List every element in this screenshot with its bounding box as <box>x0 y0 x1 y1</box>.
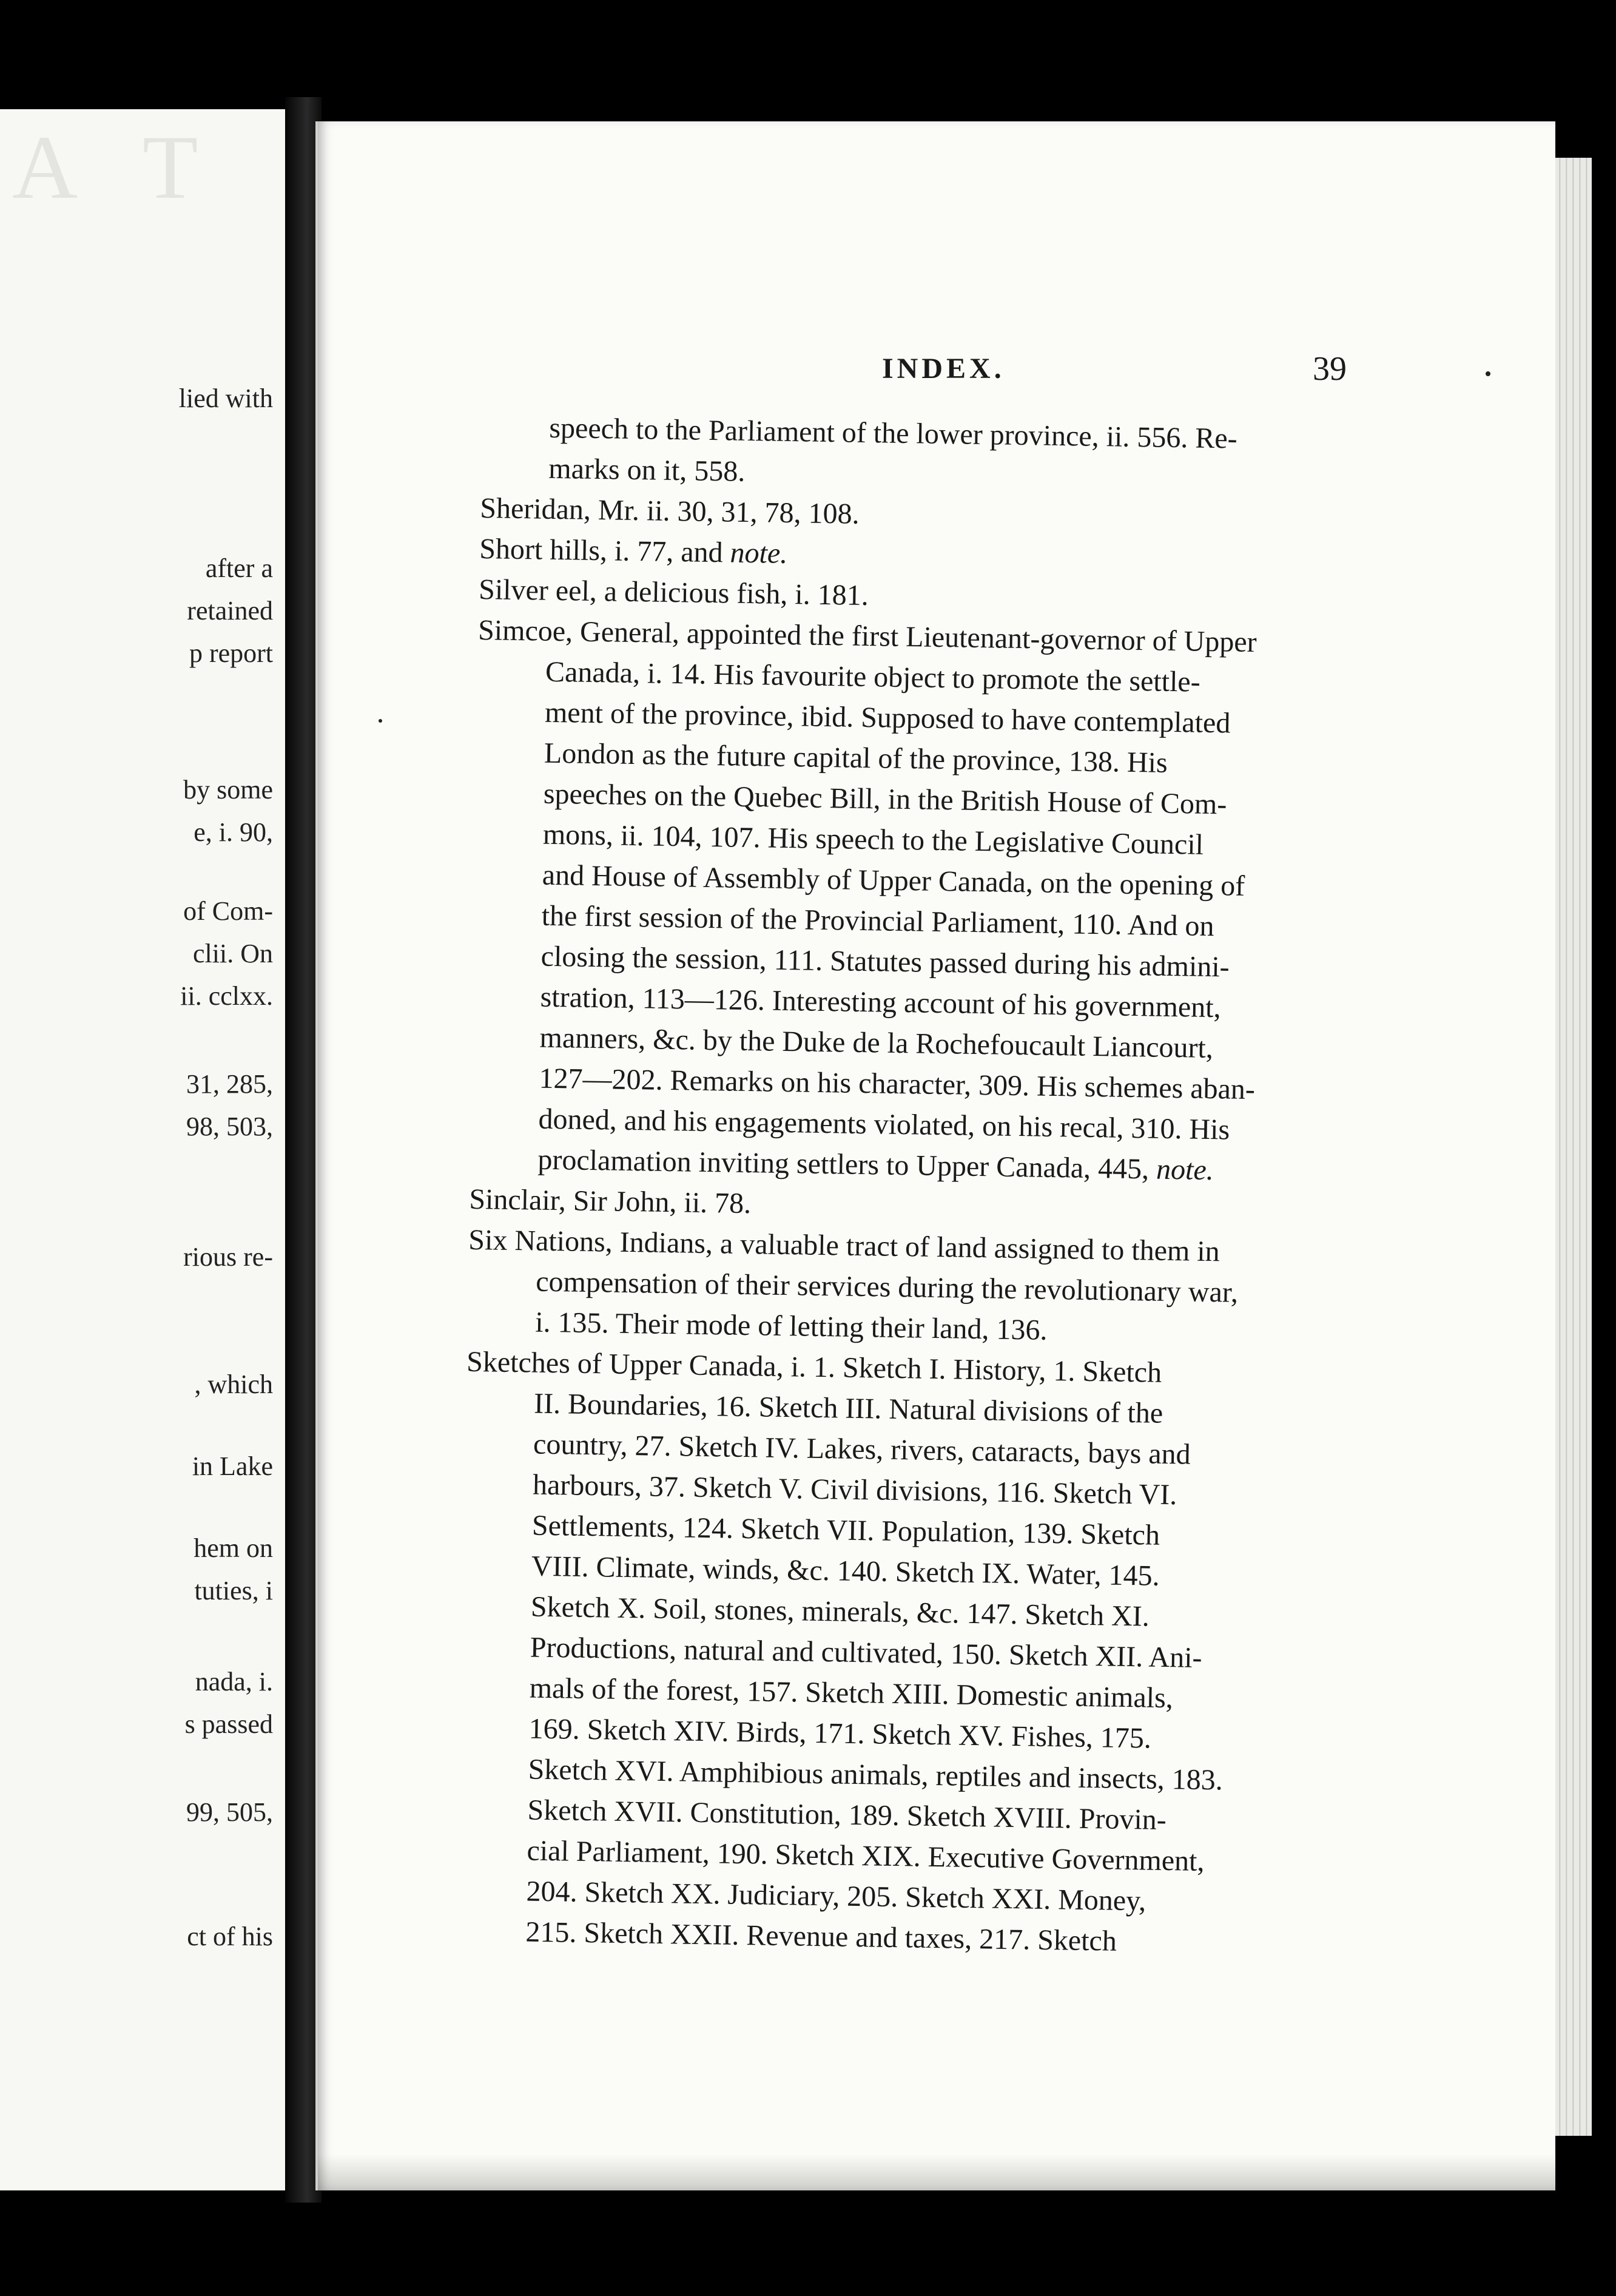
entry-line: Six Nations, Indians, a valuable tract of land assigned to them in <box>468 1223 1220 1268</box>
running-head <box>318 352 1555 400</box>
entry-line: II. Boundaries, 16. Sketch III. Natural divisions of the <box>533 1387 1163 1430</box>
entry-line: London as the future capital of the province, 138. His <box>544 737 1168 779</box>
entry-line: cial Parliament, 190. Sketch XIX. Executive Government, <box>527 1834 1205 1878</box>
page-title: INDEX. <box>882 353 1005 385</box>
index-body <box>457 407 1343 1965</box>
entry-italic: note. <box>730 536 788 570</box>
left-fragment: lied with <box>178 383 273 413</box>
entry-line: Sheridan, Mr. ii. 30, 31, 78, 108. <box>479 491 860 530</box>
left-fragment: rious re- <box>183 1242 273 1272</box>
entry-line: Sketch XVII. Constitution, 189. Sketch XVIII. Provin- <box>527 1794 1167 1837</box>
entry-line: doned, and his engagements violated, on his recal, 310. His <box>538 1102 1230 1146</box>
entry-line: ment of the province, ibid. Supposed to have contemplated <box>544 696 1231 740</box>
entry-line: Productions, natural and cultivated, 150. Sketch XII. Ani- <box>530 1631 1202 1674</box>
left-fragment: 98, 503, <box>186 1112 273 1141</box>
entry-line: 215. Sketch XXII. Revenue and taxes, 217. Sketch <box>525 1916 1117 1957</box>
left-fragment: ct of his <box>187 1922 273 1951</box>
left-fragment: retained <box>187 596 273 626</box>
entry-line: and House of Assembly of Upper Canada, on the opening of <box>542 859 1245 902</box>
entry-line: 169. Sketch XIV. Birds, 171. Sketch XV. Fishes, 175. <box>528 1712 1152 1755</box>
left-fragment: 99, 505, <box>186 1797 273 1827</box>
entry-line: Sinclair, Sir John, ii. 78. <box>469 1183 752 1220</box>
left-fragment: p report <box>189 638 273 668</box>
entry-line: harbours, 37. Sketch V. Civil divisions, 116. Sketch VI. <box>532 1468 1177 1511</box>
entry-line: 127—202. Remarks on his character, 309. His schemes aban- <box>539 1062 1256 1106</box>
left-fragment: e, i. 90, <box>194 817 273 847</box>
ink-speck <box>379 719 382 723</box>
entry-line: i. 135. Their mode of letting their land, 136. <box>534 1306 1048 1346</box>
left-fragment: ii. cclxx. <box>180 981 273 1011</box>
left-fragment: s passed <box>184 1709 273 1739</box>
left-page-fragment <box>0 109 296 2190</box>
bleed-through-text: A T <box>12 117 223 218</box>
left-fragment: hem on <box>194 1533 273 1563</box>
index-entry-six-nations <box>467 1220 1330 1355</box>
entry-line: 204. Sketch XX. Judiciary, 205. Sketch XXI. Money, <box>526 1875 1146 1917</box>
entry-line: Sketches of Upper Canada, i. 1. Sketch I. History, 1. Sketch <box>466 1345 1162 1389</box>
entry-text: proclamation inviting settlers to Upper Canada, 445, <box>537 1143 1150 1186</box>
page-shadow <box>318 2154 1555 2190</box>
entry-line: marks on it, 558. <box>548 452 746 488</box>
index-page <box>315 121 1555 2190</box>
entry-line: the first session of the Provincial Parliament, 110. And on <box>541 899 1214 943</box>
left-fragment: after a <box>205 553 273 583</box>
left-fragment: , which <box>194 1369 273 1399</box>
left-fragment: in Lake <box>192 1451 273 1481</box>
left-fragment: by some <box>183 775 273 805</box>
page-number: 39 <box>1313 350 1347 388</box>
ink-speck <box>1486 371 1490 376</box>
entry-line: Sketch X. Soil, stones, minerals, &c. 147. Sketch XI. <box>530 1590 1150 1633</box>
left-fragment: nada, i. <box>195 1667 273 1697</box>
entry-line: Canada, i. 14. His favourite object to promote the settle- <box>545 655 1201 698</box>
entry-line: Simcoe, General, appointed the first Lieutenant-governor of Upper <box>477 613 1257 659</box>
entry-line: country, 27. Sketch IV. Lakes, rivers, cataracts, bays and <box>533 1428 1191 1471</box>
entry-line: closing the session, 111. Statutes passed during his admini- <box>540 940 1230 984</box>
entry-line: Silver eel, a delicious fish, i. 181. <box>478 573 869 612</box>
entry-text: Short hills, i. 77, and <box>479 532 724 569</box>
entry-line: mals of the forest, 157. Sketch XIII. Domestic animals, <box>529 1672 1174 1715</box>
entry-line: compensation of their services during the revolutionary war, <box>535 1265 1239 1309</box>
entry-line: speeches on the Quebec Bill, in the British House of Com- <box>543 777 1227 821</box>
index-entry-continuation <box>480 407 1343 501</box>
index-entry-sketches <box>457 1342 1328 1965</box>
entry-italic: note. <box>1156 1153 1214 1187</box>
entry-line: manners, &c. by the Duke de la Rochefoucault Liancourt, <box>539 1021 1214 1065</box>
entry-line: stration, 113—126. Interesting account of his government, <box>540 981 1221 1024</box>
left-fragment: of Com- <box>183 896 273 926</box>
entry-line: Settlements, 124. Sketch VII. Population, 139. Sketch <box>531 1509 1160 1551</box>
entry-line: Sketch XVI. Amphibious animals, reptiles and insects, 183. <box>528 1753 1224 1797</box>
entry-line: mons, ii. 104, 107. His speech to the Legislative Council <box>542 818 1204 861</box>
left-fragment: tuties, i <box>194 1576 273 1606</box>
entry-line: speech to the Parliament of the lower province, ii. 556. Re- <box>549 411 1238 455</box>
left-fragment: clii. On <box>193 939 273 968</box>
entry-line: VIII. Climate, winds, &c. 140. Sketch IX. Water, 145. <box>531 1550 1160 1592</box>
index-entry-simcoe <box>470 610 1340 1192</box>
left-fragment: 31, 285, <box>186 1069 273 1099</box>
